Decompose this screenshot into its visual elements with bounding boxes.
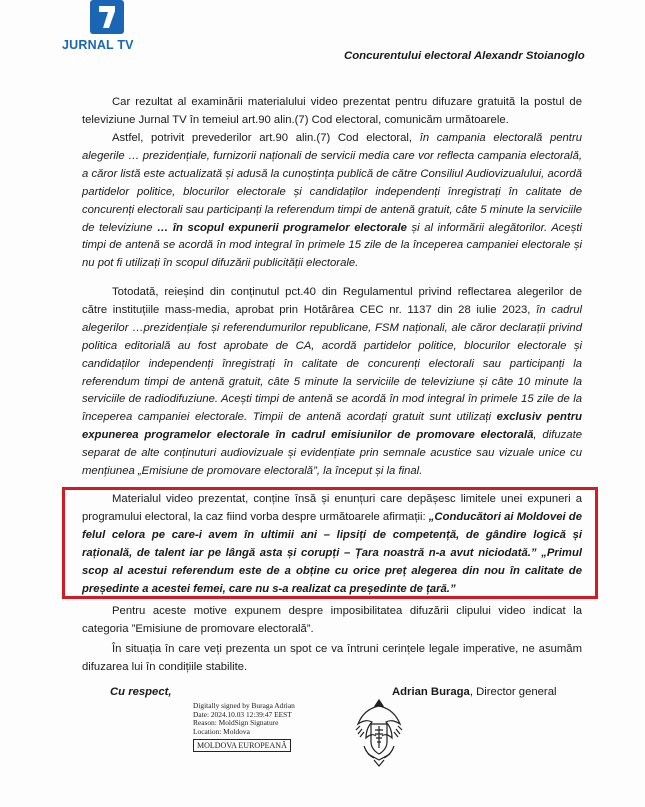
signer-name: Adrian Buraga — [392, 686, 470, 698]
moldova-europeana-stamp: MOLDOVA EUROPEANĂ — [193, 739, 291, 752]
addressee: Concurentului electoral Alexandr Stoianoglo — [344, 50, 585, 62]
jurnal-tv-logo-icon — [90, 0, 124, 34]
p4-quote: „Conducători ai Moldovei de felul celora pe care-i avem în ultimii ani – lipsiți de competență, de gândire logică și rațională, de talent iar pe lângă asta și corupți – Țara noastră n-a avut niciodată.” „Primul scop al acestui referendum este de a obține cu orice preț alegerea din nou în calitate de președinte a acestei femei, care nu s-a realizat ca președinte de țară.” — [82, 510, 582, 595]
p2-tail: și al informării alegătorilor. Acești timpi de antenă se acordă în mod integral în primele 15 zile de la începerea campaniei electorale și nu pot fi utilizați în scopul difuzării publicității electorale. — [82, 221, 583, 270]
digital-signature-line: Digitally signed by Buraga Adrian — [193, 701, 295, 710]
paragraph-refusal-text: Pentru aceste motive expunem despre imposibilitatea difuzării clipului video indicat la categoria ”Emisiune de promovare electorală”. — [82, 605, 582, 635]
p3-lead: Totodată, reieșind din conținutul pct.40 din Regulamentul privind reflectarea alegerilor de către instituțiile mass-media, aprobat prin Hotărârea CEC nr. 1137 din 28 iulie 2023, — [82, 286, 582, 316]
paragraph-intro — [82, 94, 582, 130]
paragraph-resubmission — [82, 641, 582, 677]
p2-lead: Astfel, potrivit prevederilor art.90 alin.(7) Cod electoral, — [112, 132, 420, 144]
signer — [392, 686, 557, 698]
logo-text: JURNAL TV — [62, 38, 134, 52]
p2-bold-italic: … în scopul expunerii programelor electorale — [157, 221, 407, 234]
paragraph-regulation — [82, 284, 582, 481]
paragraph-refusal — [82, 603, 582, 639]
digital-signature-block — [193, 702, 295, 736]
paragraph-intro-text: Car rezultat al examinării materialului video prezentat pentru difuzare gratuită la postul de televiziune Jurnal TV în temeiul art.90 alin.(7) Cod electoral, comunicăm următoarele. — [82, 96, 582, 126]
p4-lead: Materialul video prezentat, conține însă și enunțuri care depășesc limitele unei expuneri a programului electoral, la caz fiind vorba despre următoarele afirmații: — [82, 493, 582, 523]
closing-salutation: Cu respect, — [110, 686, 172, 698]
p2-italic: în campania electorală pentru alegerile … prezidențiale, furnizorii naționali de servicii media care vor reflecta campania electorală, a căror listă este actualizată și adusă la cunoștința publică de către Consiliul Audiovizualului, acordă partidelor politice, blocurilor electorale și candidaților independenți înregistrați în calitate de concurenți electorali sau participanți la referendum timpi de antenă gratuit, câte 5 minute la serviciile de televiziune — [82, 132, 582, 234]
digital-signature-line: Location: Moldova — [193, 726, 250, 736]
jurnal-tv-logo — [62, 0, 132, 58]
digital-signature-line: Date: 2024.10.03 12:39:47 EEST — [193, 709, 292, 719]
coat-of-arms-icon — [354, 696, 404, 770]
p3-bold-italic: exclusiv pentru expunerea programelor electorale în cadrul emisiunilor de promovare electorală — [82, 411, 583, 442]
paragraph-electoral-code — [82, 130, 582, 273]
signer-title: , Director general — [469, 686, 557, 698]
digital-signature-line: Reason: MoldSign Signature — [193, 718, 279, 727]
paragraph-resubmission-text: În situația în care veți prezenta un spot ce va întruni cerințele legale imperative, ne asumăm difuzarea lui în condițiile stabilite. — [82, 643, 582, 673]
p3-italic: în cadrul alegerilor …prezidențiale și referendumurilor republicane, FSM naționali, ale căror declarații privind politica editorială au fost aprobate de CA, acordă partidelor politice, blocurilor electorale și candidaților independenți înregistrați în calitate de concurenți electorali sau participanți la referendum timpi de antenă gratuit, câte 5 minute la serviciile de televiziune și câte 10 minute la serviciile de radiodifuziune. Acești timpi de antenă se acordă în mod integral în primele 15 zile de la începerea campaniei electorale. Timpii de antenă acordați gratuit sunt utilizați — [82, 303, 582, 424]
p3-tail: , difuzate separat de alte conținuturi audiovizuale și evidențiate prin semnale acustice sau vizuale unice cu mențiunea „Emisiune de promovare electorală”, la început și la final. — [82, 429, 582, 478]
paragraph-highlighted-statements — [82, 491, 582, 598]
